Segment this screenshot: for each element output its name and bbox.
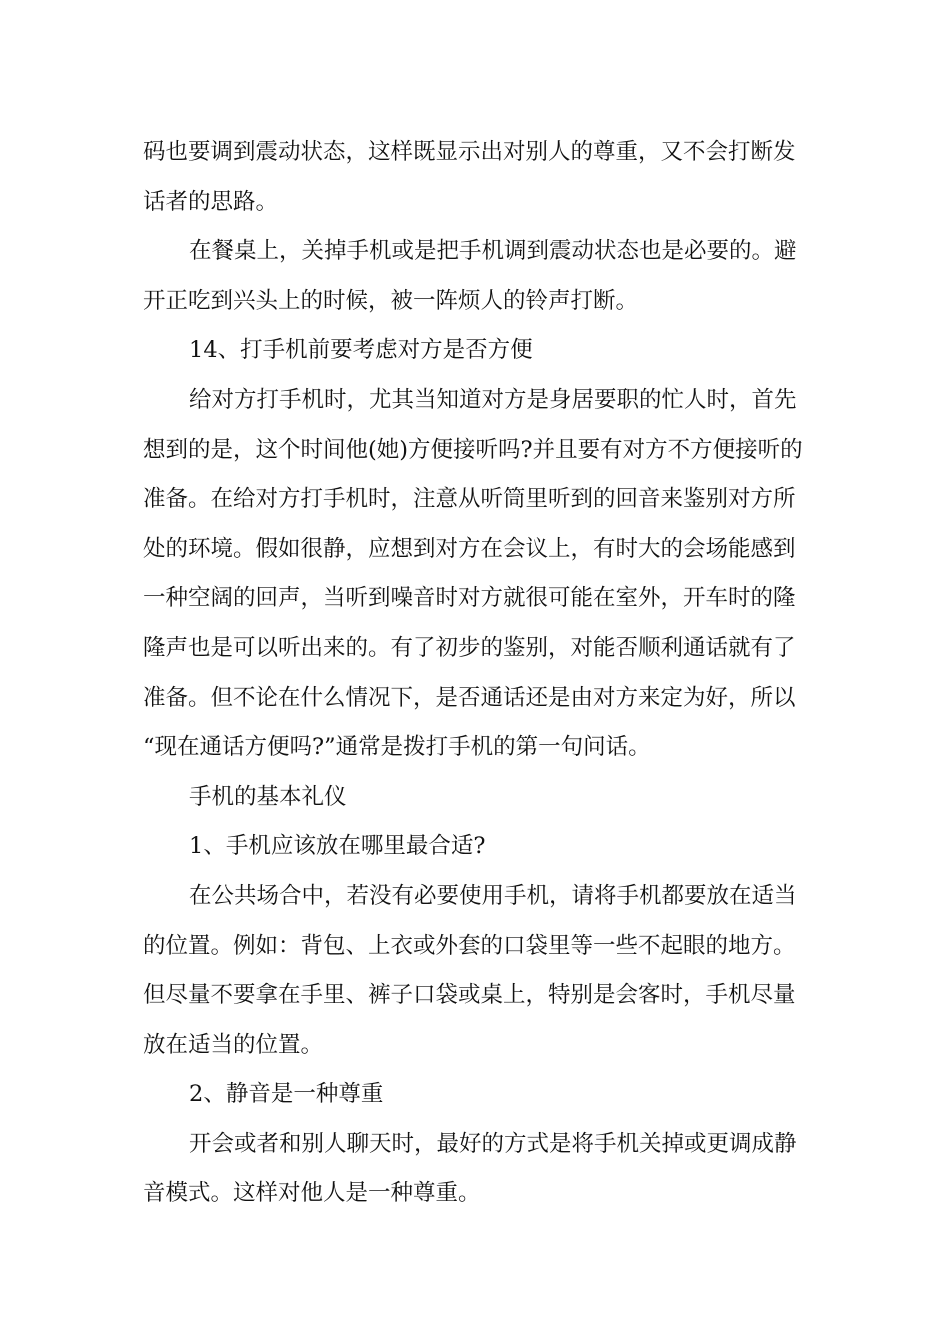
text-line: 在餐桌上，关掉手机或是把手机调到震动状态也是必要的。避 xyxy=(189,238,797,265)
text-line: 隆声也是可以听出来的。有了初步的鉴别，对能否顺利通话就有了 xyxy=(143,634,796,661)
section-heading xyxy=(143,326,807,376)
text-line: 放在适当的位置。 xyxy=(143,1031,324,1058)
text-line: 开正吃到兴头上的时候，被一阵烦人的铃声打断。 xyxy=(143,287,639,314)
text-line: 音模式。这样对他人是一种尊重。 xyxy=(143,1180,481,1207)
section-heading xyxy=(143,773,807,823)
text-line: 给对方打手机时，尤其当知道对方是身居要职的忙人时，首先 xyxy=(189,386,797,413)
text-line: 码也要调到震动状态，这样既显示出对别人的尊重，又不会打断发 xyxy=(143,139,796,165)
body-paragraph xyxy=(143,872,807,1070)
body-paragraph xyxy=(143,128,807,227)
text-line: 话者的思路。 xyxy=(143,188,279,215)
text-line: 在公共场合中，若没有必要使用手机，请将手机都要放在适当 xyxy=(189,882,797,909)
text-line: 1、手机应该放在哪里最合适? xyxy=(189,833,486,860)
text-line: 但尽量不要拿在手里、裤子口袋或桌上，特别是会客时，手机尽量 xyxy=(143,982,796,1009)
body-paragraph xyxy=(143,376,807,773)
body-paragraph xyxy=(143,1120,807,1219)
section-heading xyxy=(143,1070,807,1120)
text-line: 想到的是，这个时间他(她)方便接听吗?并且要有对方不方便接听的 xyxy=(143,436,803,463)
text-line: 2、静音是一种尊重 xyxy=(189,1081,384,1108)
section-heading xyxy=(143,822,807,872)
text-line: 准备。在给对方打手机时，注意从听筒里听到的回音来鉴别对方所 xyxy=(143,486,796,513)
text-line: 手机的基本礼仪 xyxy=(189,783,347,810)
text-line: 的位置。例如：背包、上衣或外套的口袋里等一些不起眼的地方。 xyxy=(143,932,796,959)
text-line: 一种空阔的回声，当听到噪音时对方就很可能在室外，开车时的隆 xyxy=(143,585,796,612)
text-line: 处的环境。假如很静，应想到对方在会议上，有时大的会场能感到 xyxy=(143,535,796,562)
text-line: “现在通话方便吗?”通常是拨打手机的第一句问话。 xyxy=(143,734,651,761)
text-line: 准备。但不论在什么情况下，是否通话还是由对方来定为好，所以 xyxy=(143,684,796,711)
document-page xyxy=(143,128,807,1219)
body-paragraph xyxy=(143,227,807,326)
text-line: 开会或者和别人聊天时，最好的方式是将手机关掉或更调成静 xyxy=(189,1130,797,1157)
text-line: 14、打手机前要考虑对方是否方便 xyxy=(189,337,533,364)
